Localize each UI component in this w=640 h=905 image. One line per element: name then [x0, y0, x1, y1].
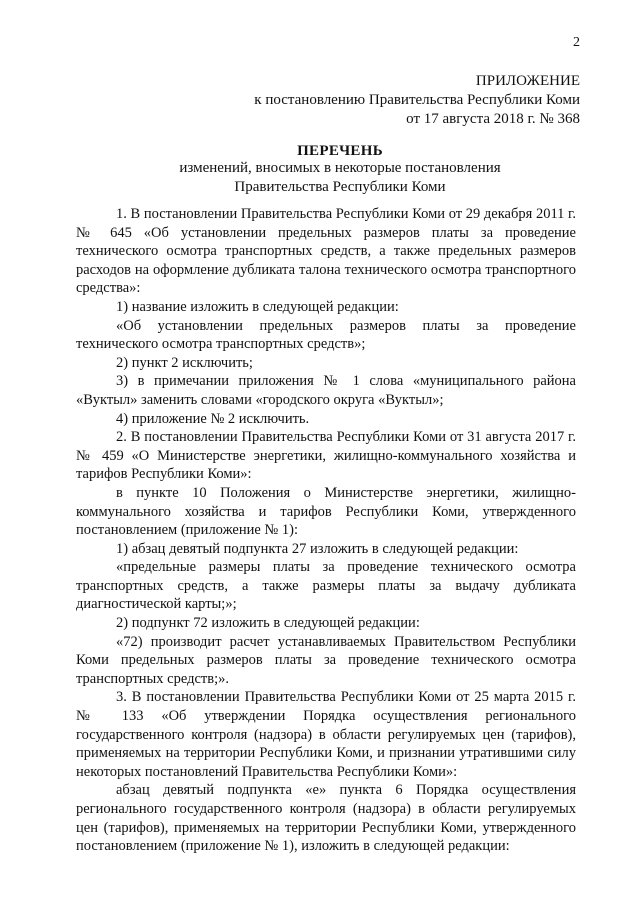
document-subtitle: [0, 159, 640, 197]
paragraph-1-item-1: 1) название изложить в следующей редакции:: [116, 298, 399, 315]
subtitle-line-2: Правительства Республики Коми: [234, 179, 446, 195]
paragraph-2: 2. В постановлении Правительства Республики Коми от 31 августа 2017 г. № 459 «О Министерстве энергетики, жилищно-коммунального хозяйства и тарифов Республики Коми»:: [76, 429, 576, 483]
paragraph-2-item-2: 2) подпункт 72 изложить в следующей редакции:: [116, 615, 420, 632]
paragraph-3-intro: абзац девятый подпункта «е» пункта 6 Порядка осуществления регионального государственного контроля (надзора) в области регулируемых цен (тарифов), применяемых на территории Республики Коми, утвержденного постановлением (приложение № 1), изложить в следующей редакции:: [76, 782, 576, 855]
paragraph-1-item-4: 4) приложение № 2 исключить.: [116, 410, 310, 427]
appendix-decree-line: к постановлению Правительства Республики Коми: [254, 92, 580, 108]
paragraph-1-item-2: 2) пункт 2 исключить;: [116, 354, 253, 371]
page-number: 2: [573, 35, 580, 50]
paragraph-2-item-1-text: «предельные размеры платы за проведение технического осмотра транспортных средств, а также размеры платы за выдачу дубликата диагностической карты;»;: [76, 559, 576, 613]
appendix-label: ПРИЛОЖЕНИЕ: [475, 73, 580, 89]
paragraph-2-item-2-text: «72) производит расчет устанавливаемых Правительством Республики Коми предельных размеров платы за проведение технического осмотра транспортных средств;».: [76, 633, 576, 687]
paragraph-1-item-1-text: «Об установлении предельных размеров платы за проведение технического осмотра транспортных средств»;: [76, 317, 576, 353]
document-body: [76, 205, 576, 856]
appendix-block: [254, 72, 580, 129]
subtitle-line-1: изменений, вносимых в некоторые постановления: [179, 160, 501, 176]
paragraph-3: 3. В постановлении Правительства Республики Коми от 25 марта 2015 г. № 133 «Об утверждении Порядка осуществления регионального государственного контроля (надзора) в области регулируемых цен (тарифов), применяемых на территории Республики Коми, и признании утратившими силу некоторых постановлений Правительства Республики Коми»:: [76, 689, 576, 780]
paragraph-2-item-1: 1) абзац девятый подпункта 27 изложить в следующей редакции:: [116, 540, 519, 557]
document-title: ПЕРЕЧЕНЬ: [297, 143, 383, 159]
paragraph-1: 1. В постановлении Правительства Республики Коми от 29 декабря 2011 г. № 645 «Об установлении предельных размеров платы за проведение технического осмотра транспортных средств, а также предельных размеров расходов на оформление дубликата талона технического осмотра транспортного средства»:: [76, 206, 576, 297]
appendix-date-line: от 17 августа 2018 г. № 368: [406, 111, 580, 127]
paragraph-1-item-3: 3) в примечании приложения № 1 слова «муниципального района «Вуктыл» заменить словами «городского округа «Вуктыл»;: [76, 373, 576, 408]
paragraph-2-intro: в пункте 10 Положения о Министерстве энергетики, жилищно-коммунального хозяйства и тарифов Республики Коми, утвержденного постановлением (приложение № 1):: [76, 484, 576, 539]
